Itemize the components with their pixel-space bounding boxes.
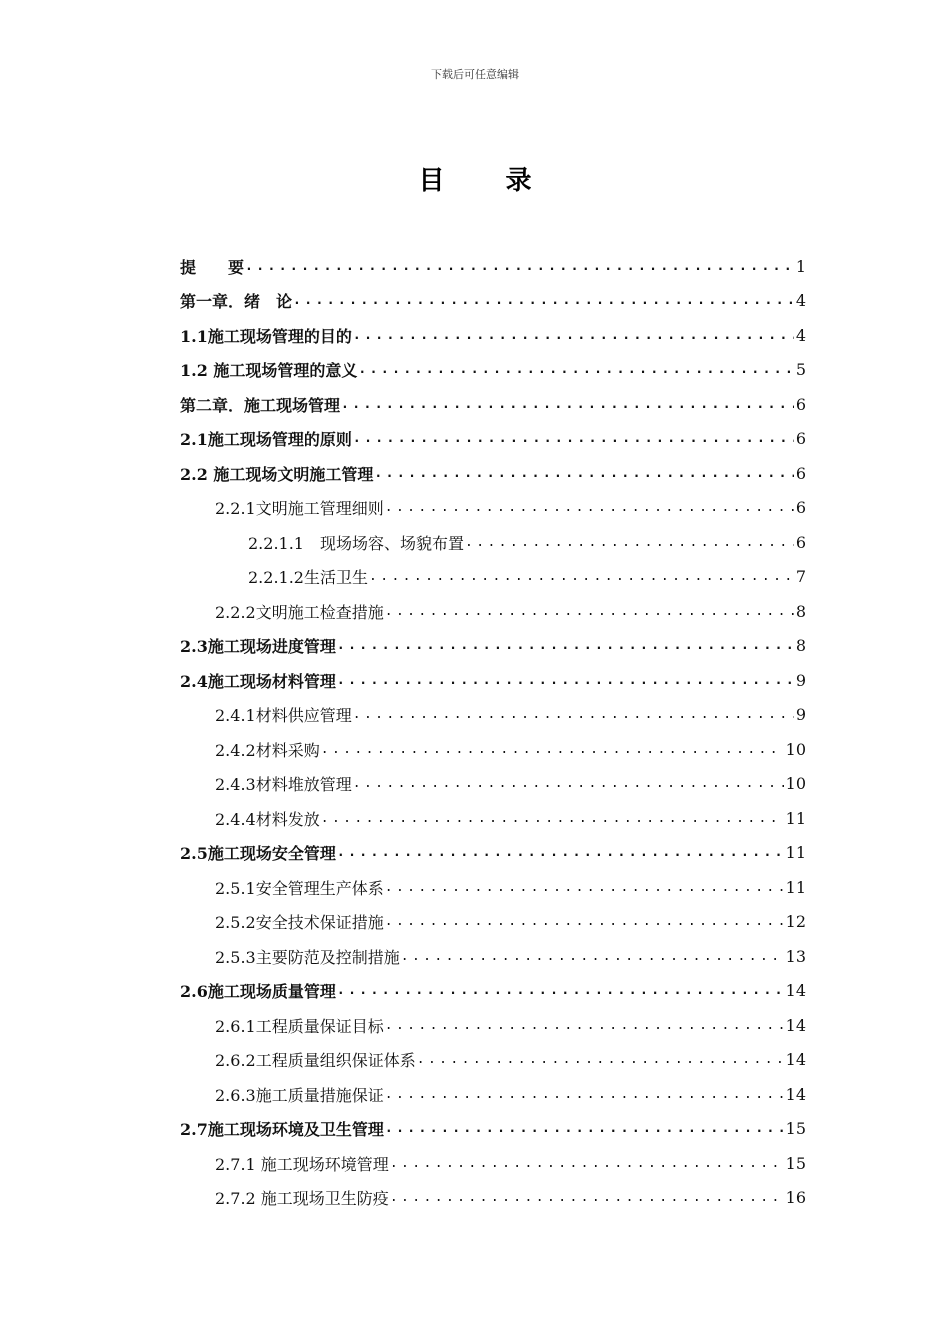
toc-entry-label: 2.6.1工程质量保证目标 [215,1016,384,1036]
toc-leader-dots [353,431,794,446]
toc-entry-page: 9 [795,670,806,690]
toc-entry[interactable] [215,491,806,526]
toc-entry[interactable] [180,1112,806,1147]
toc-entry[interactable] [180,836,806,871]
toc-entry-page: 4 [795,325,806,345]
toc-entry[interactable] [180,318,806,353]
toc-entry[interactable] [180,974,806,1009]
toc-entry[interactable] [215,1077,806,1112]
toc-entry-page: 1 [795,256,806,276]
toc-entry-page: 5 [795,360,806,380]
toc-leader-dots [337,845,784,860]
toc-entry-page: 8 [795,636,806,656]
toc-entry-page: 14 [785,1015,806,1035]
toc-leader-dots [245,259,794,274]
toc-entry[interactable] [215,1043,806,1078]
toc-leader-dots [337,673,794,688]
toc-entry[interactable] [215,767,806,802]
toc-entry-page: 6 [795,429,806,449]
toc-entry-label: 2.6.2工程质量组织保证体系 [215,1051,416,1071]
toc-entry-page: 11 [785,808,806,828]
toc-leader-dots [417,1052,784,1067]
toc-entry-label: 提 要 [180,257,245,277]
toc-entry[interactable] [180,456,806,491]
toc-entry[interactable] [180,663,806,698]
toc-entry-label: 2.5.2安全技术保证措施 [215,913,384,933]
toc-entry[interactable] [215,870,806,905]
toc-leader-dots [385,880,784,895]
toc-leader-dots [374,466,793,481]
toc-entry-label: 2.2.2文明施工检查措施 [215,602,384,622]
toc-entry-page: 4 [795,291,806,311]
toc-entry-label: 2.4.2材料采购 [215,740,320,760]
toc-entry-label: 2.4.4材料发放 [215,809,320,829]
toc-title: 目 录 [418,166,558,196]
toc-entry-page: 13 [785,946,806,966]
toc-entry-page: 6 [795,463,806,483]
toc-entry[interactable] [215,594,806,629]
toc-entry-page: 10 [785,774,806,794]
toc-entry-label: 2.5.1安全管理生产体系 [215,878,384,898]
toc-entry-page: 14 [785,1050,806,1070]
toc-entry[interactable] [215,801,806,836]
toc-entry-page: 6 [795,498,806,518]
toc-entry-page: 6 [795,532,806,552]
toc-entry-page: 10 [785,739,806,759]
toc-leader-dots [353,707,794,722]
toc-entry-label: 2.5施工现场安全管理 [180,844,336,864]
toc-entry[interactable] [215,698,806,733]
toc-leader-dots [385,500,794,515]
toc-entry-label: 2.3施工现场进度管理 [180,637,336,657]
toc-entry-label: 2.2 施工现场文明施工管理 [180,464,374,484]
toc-entry-page: 9 [795,705,806,725]
toc-leader-dots [293,293,794,308]
toc-leader-dots [390,1156,784,1171]
toc-entry[interactable] [215,1181,806,1216]
toc-leader-dots [321,811,784,826]
toc-entry[interactable] [180,284,806,319]
toc-leader-dots [369,569,794,584]
toc-entry[interactable] [180,422,806,457]
toc-entry[interactable] [215,1008,806,1043]
toc-entry-label: 2.2.1.2生活卫生 [248,568,368,588]
toc-entry-label: 1.2 施工现场管理的意义 [180,361,358,381]
toc-entry-page: 11 [785,877,806,897]
toc-entry[interactable] [248,525,806,560]
toc-entry-page: 14 [785,981,806,1001]
toc-entry-label: 2.7.2 施工现场卫生防疫 [215,1189,389,1209]
toc-leader-dots [337,983,784,998]
toc-entry-label: 第二章．施工现场管理 [180,395,341,415]
toc-leader-dots [465,535,794,550]
toc-leader-dots [385,604,794,619]
toc-leader-dots [341,397,794,412]
toc-leader-dots [390,1190,784,1205]
toc-entry[interactable] [248,560,806,595]
toc-entry[interactable] [180,387,806,422]
toc-leader-dots [353,328,794,343]
toc-entry-page: 15 [785,1153,806,1173]
toc-leader-dots [353,776,784,791]
toc-leader-dots [385,1018,784,1033]
toc-entry-page: 16 [785,1188,806,1208]
toc-leader-dots [321,742,784,757]
toc-entry-label: 2.7施工现场环境及卫生管理 [180,1120,384,1140]
toc-leader-dots [385,1087,784,1102]
toc-entry-label: 2.6施工现场质量管理 [180,982,336,1002]
toc-entry-label: 2.6.3施工质量措施保证 [215,1085,384,1105]
toc-entry-page: 6 [795,394,806,414]
toc-entry-label: 2.4施工现场材料管理 [180,671,336,691]
toc-entry[interactable] [180,353,806,388]
toc-leader-dots [385,914,784,929]
toc-leader-dots [358,362,793,377]
toc-entry-page: 11 [785,843,806,863]
toc-entry-page: 8 [795,601,806,621]
toc-entry[interactable] [215,732,806,767]
toc-entry[interactable] [180,249,806,284]
toc-entry-label: 2.2.1文明施工管理细则 [215,499,384,519]
header-note: 下载后可任意编辑 [431,68,519,81]
toc-entry[interactable] [180,629,806,664]
toc-entry-label: 2.1施工现场管理的原则 [180,430,352,450]
toc-leader-dots [337,638,794,653]
toc-entry-label: 2.2.1.1 现场场容、场貌布置 [248,533,464,553]
toc-leader-dots [401,949,784,964]
toc-entry-page: 7 [795,567,806,587]
toc-entry-label: 2.4.3材料堆放管理 [215,775,352,795]
toc-entry-label: 1.1施工现场管理的目的 [180,326,352,346]
toc-entry-page: 15 [785,1119,806,1139]
toc-entry-label: 2.5.3主要防范及控制措施 [215,947,400,967]
toc-entry-label: 2.4.1材料供应管理 [215,706,352,726]
toc-entry[interactable] [215,1146,806,1181]
toc-entry-label: 第一章．绪 论 [180,292,293,312]
toc-entry[interactable] [215,905,806,940]
toc-entry-page: 12 [785,912,806,932]
toc-entry-label: 2.7.1 施工现场环境管理 [215,1154,389,1174]
toc-entry[interactable] [215,939,806,974]
toc-leader-dots [385,1121,784,1136]
toc-entry-page: 14 [785,1084,806,1104]
